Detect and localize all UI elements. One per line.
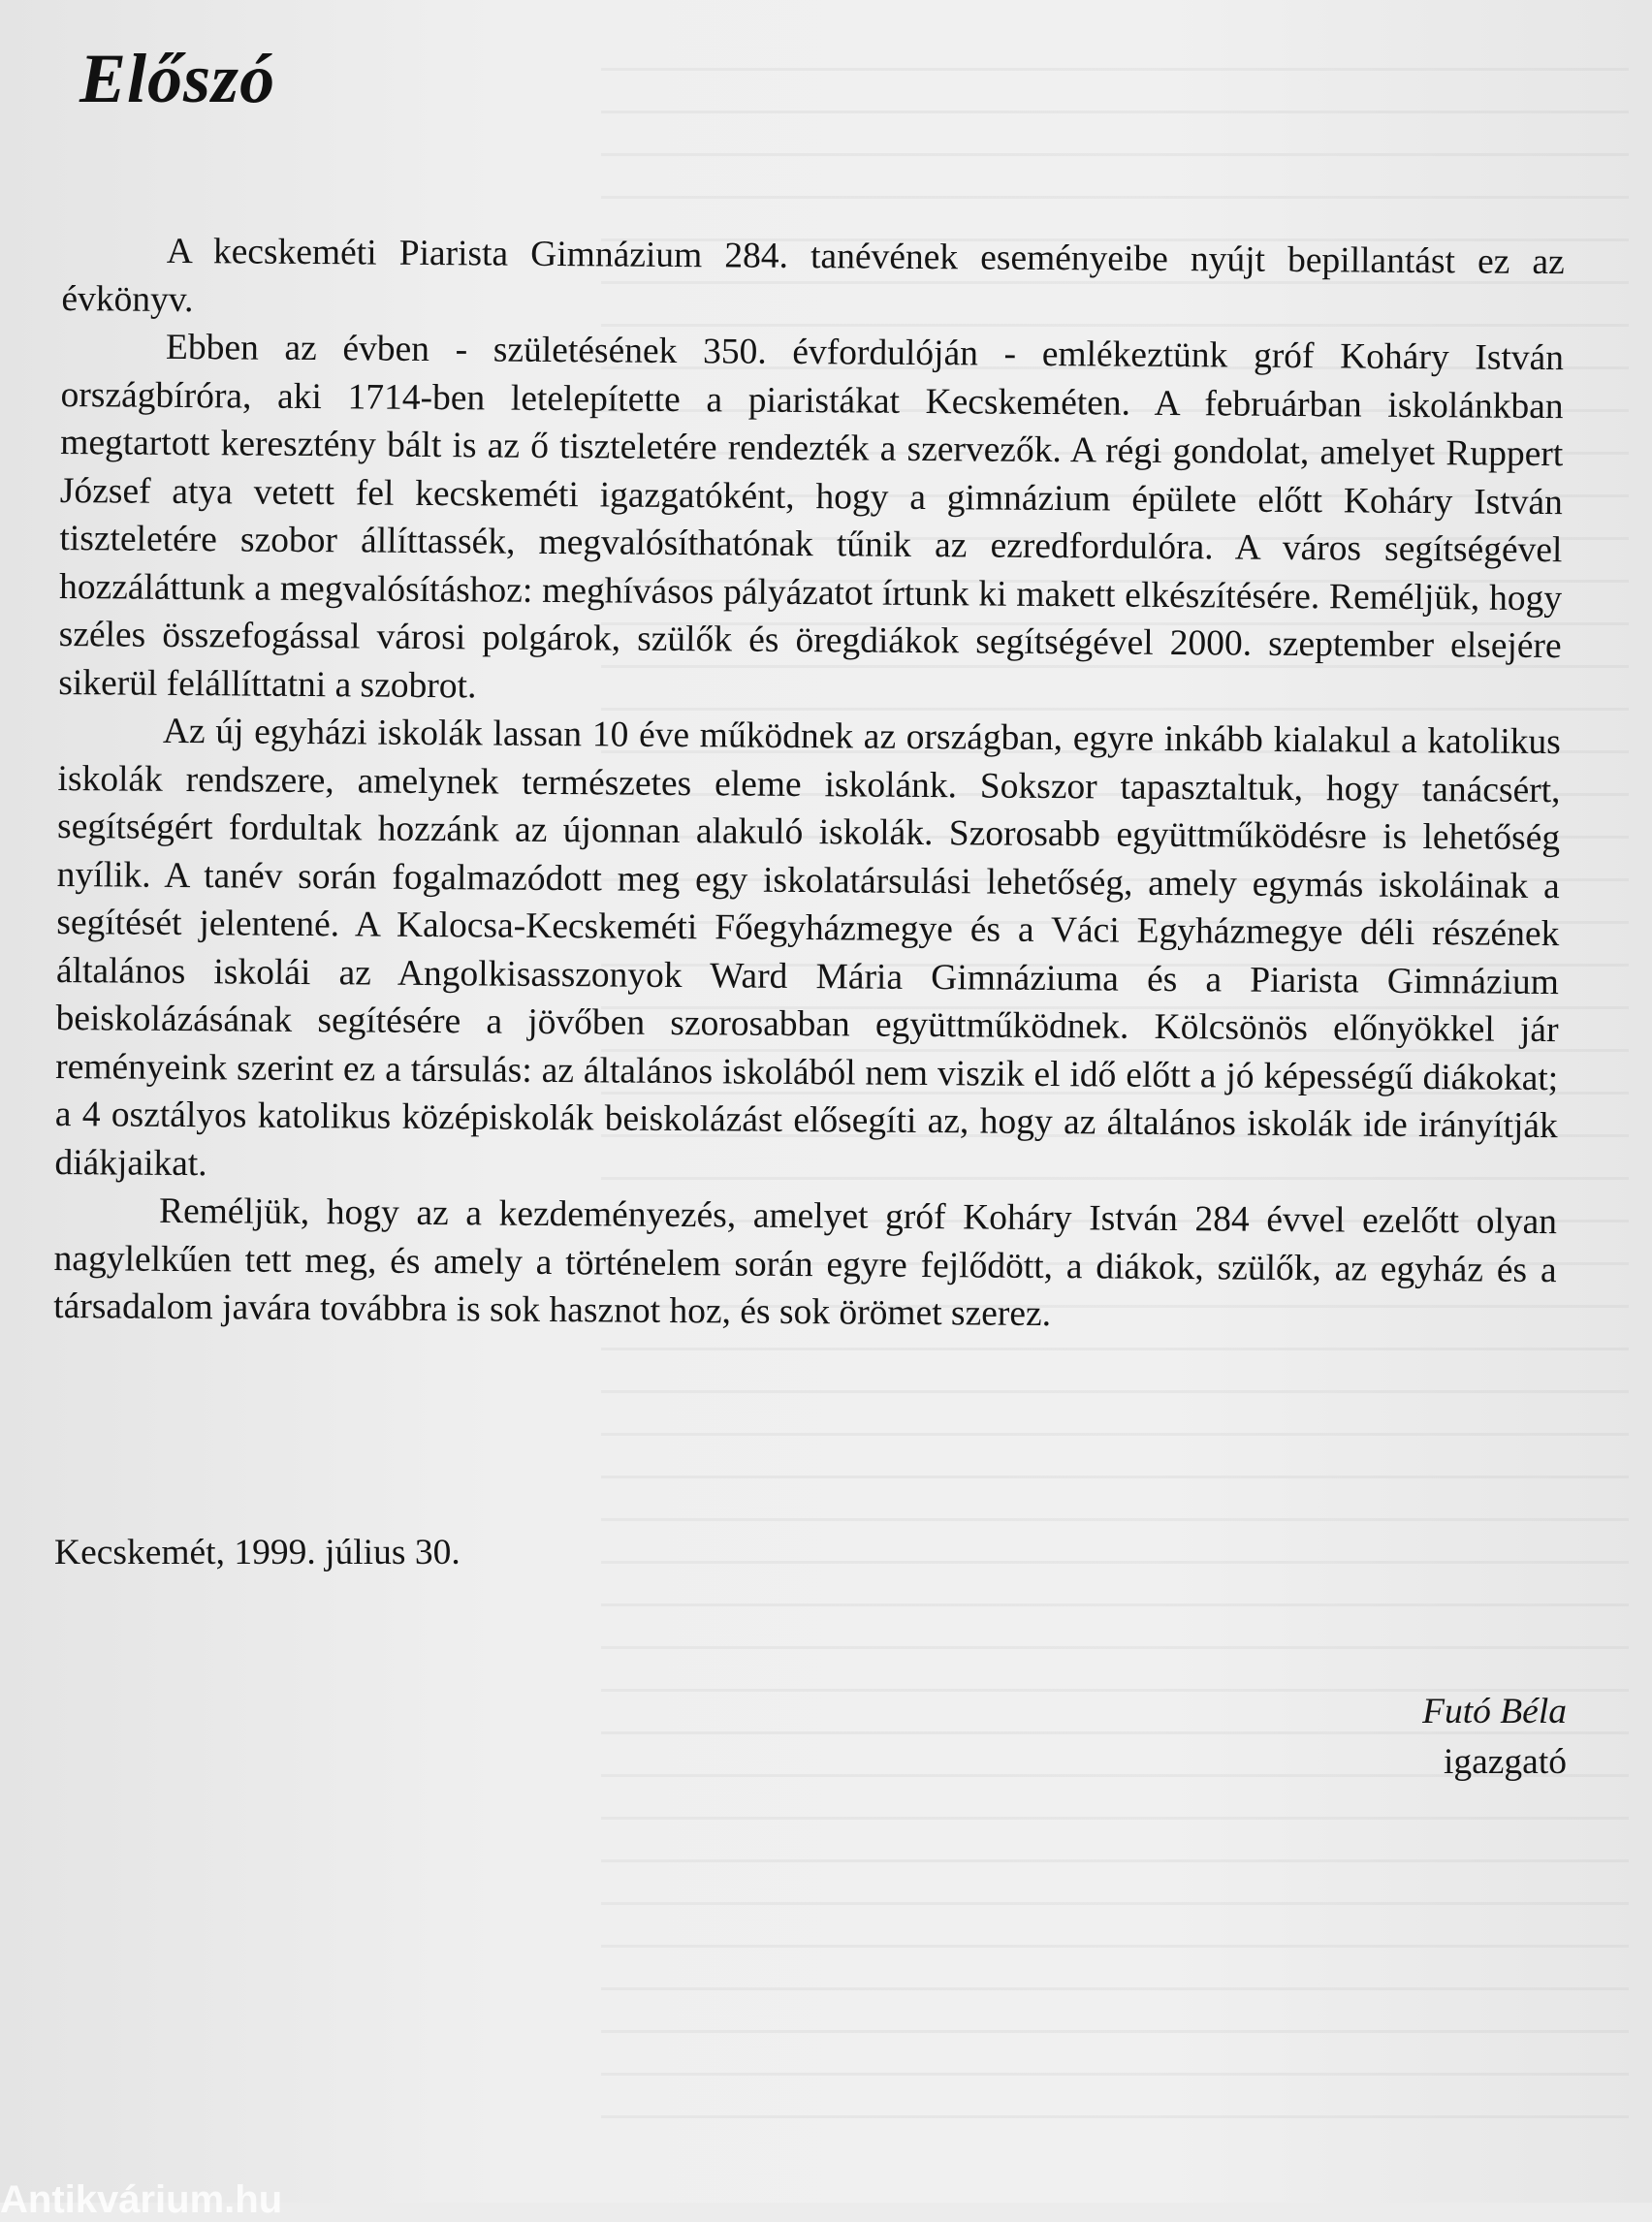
page-title: Előszó [79, 40, 276, 117]
paragraph-2: Ebben az évben - születésének 350. évfordulóján - emlékeztünk gróf Koháry István országbíróra, aki 1714-ben letelepítette a piaristákat Kecskeméten. A februárban iskolánkban megtartott keresztény bált is az ő tiszteletére rendezték a szervezők. A régi gondolat, amelyet Ruppert József atya vetett fel kecskeméti igazgatóként, hogy a gimnázium épülete előtt Koháry István tiszteletére szobor állíttassék, megvalósíthatónak tűnik az ezredfordulóra. A város segítségével hozzáláttunk a megvalósításhoz: meghívásos pályázatot írtunk ki makett elkészítésére. Reméljük, hogy széles összefogással városi polgárok, szülők és öregdiákok segítségével 2000. szeptember elsejére sikerül felállíttatni a szobrot. [58, 327, 1565, 706]
paragraph-3: Az új egyházi iskolák lassan 10 éve működnek az országban, egyre inkább kialakul a katolikus iskolák rendszere, amelynek természetes eleme iskolánk. Sokszor tapasztaltuk, hogy tanácsért, segítségért fordultak hozzánk az újonnan alakuló iskolák. Szorosabb együttműködésre is lehetőség nyílik. A tanév során fogalmazódott meg egy iskolatársulási lehetőség, amely egymás iskoláinak a segítését jelentené. A Kalocsa-Kecskeméti Főegyházmegye és a Váci Egyházmegye déli részének általános iskolái az Angolkisasszonyok Ward Mária Gimnáziuma és a Piarista Gimnázium beiskolázásának segítésére a jövőben szorosabban együttműködnek. Kölcsönös előnyökkel jár reményeink szerint ez a társulás: az általános iskolából nem viszik el idő előtt a jó képességű diákokat; a 4 osztályos katolikus középiskolák beiskolázást elősegíti az, hogy az általános iskolák ide irányítják diákjaikat. [54, 711, 1562, 1184]
place-date: Kecskemét, 1999. július 30. [54, 1533, 461, 1572]
signature-block [1422, 1687, 1567, 1788]
signer-role: igazgató [1443, 1742, 1567, 1782]
watermark: Antikvárium.hu [0, 2178, 283, 2221]
paragraph-4: Reméljük, hogy az a kezdeményezés, amelyet gróf Koháry István 284 évvel ezelőtt olyan nagylelkűen tett meg, és amely a történelem során egyre fejlődött, a diákok, szülők, az egyház és a társadalom javára továbbra is sok hasznot hoz, és sok örömet szerez. [53, 1190, 1558, 1335]
preface-body [53, 227, 1565, 1343]
paragraph-1: A kecskeméti Piarista Gimnázium 284. tanévének eseményeibe nyújt bepillantást ez az évkönyv. [61, 231, 1565, 320]
signer-name: Futó Béla [1422, 1692, 1567, 1731]
